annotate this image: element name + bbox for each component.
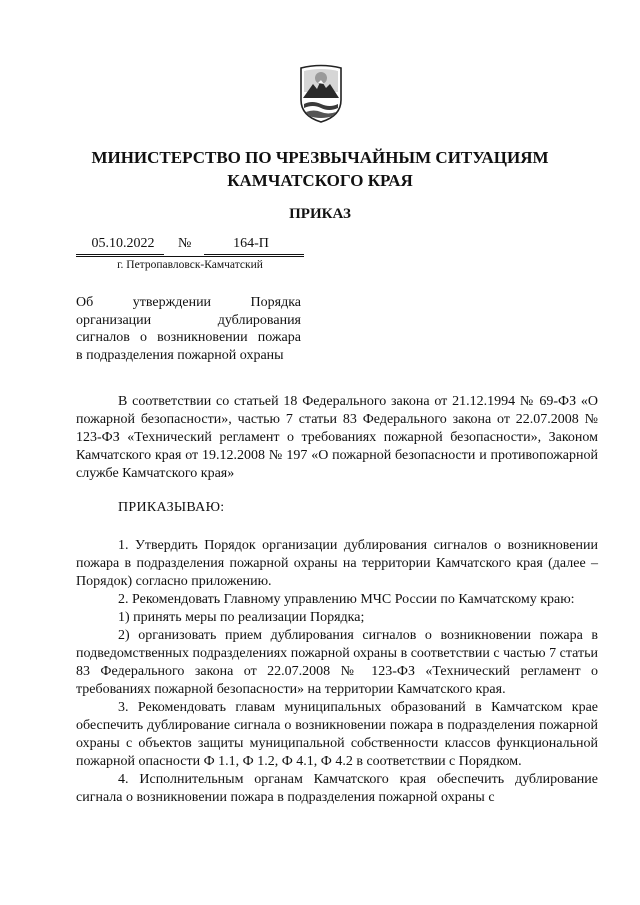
kamchatka-coat-of-arms-icon xyxy=(298,62,344,124)
number-sign: № xyxy=(178,236,192,251)
preamble-paragraph xyxy=(76,393,598,483)
subject-line: сигналов о возникновении пожара xyxy=(76,330,301,345)
order-item: 3. Рекомендовать главам муниципальных образований в Камчатском крае обеспечить дублирование сигнала о возникновении пожара в подразделения пожарной охраны с объектов защиты муниципальной собственности классов функциональной пожарной опасности Ф 1.1, Ф 1.2, Ф 4.1, Ф 4.2 в соответствии с Порядком. xyxy=(76,700,598,769)
subject-line: организации дублирования xyxy=(76,312,301,328)
order-item: 1. Утвердить Порядок организации дублирования сигналов о возникновении пожара в подразделения пожарной охраны на территории Камчатского края (далее – Порядок) согласно приложению. xyxy=(76,538,598,589)
subject-line: в подразделения пожарной охраны xyxy=(76,347,284,363)
order-date: 05.10.2022 xyxy=(91,236,155,251)
order-subject xyxy=(76,294,301,364)
ministry-name-line1: МИНИСТЕРСТВО ПО ЧРЕЗВЫЧАЙНЫМ СИТУАЦИЯМ xyxy=(91,148,549,167)
number-underline xyxy=(204,254,304,255)
order-number: 164-П xyxy=(233,236,269,251)
ministry-name-line2: КАМЧАТСКОГО КРАЯ xyxy=(227,171,413,190)
order-subitem: 2) организовать прием дублирования сигналов о возникновении пожара в подведомственных подразделениях пожарной охраны в соответствии с частью 7 статьи 83 Федерального закона от 22.07.2008 № 123-ФЗ «Технический регламент о требованиях пожарной безопасности» на территории Камчатского края. xyxy=(76,628,598,697)
order-item: 4. Исполнительным органам Камчатского края обеспечить дублирование сигнала о возникновении пожара в подразделения пожарной охраны с xyxy=(76,772,598,805)
city-name: г. Петропавловск-Камчатский xyxy=(117,259,263,271)
order-subitem: 1) принять меры по реализации Порядка; xyxy=(118,610,365,625)
document-type-title: ПРИКАЗ xyxy=(289,206,351,222)
city-divider xyxy=(76,256,304,257)
subject-line: Об утверждении Порядка xyxy=(76,295,301,310)
date-underline xyxy=(76,254,164,255)
order-items xyxy=(76,537,598,807)
order-item: 2. Рекомендовать Главному управлению МЧС России по Камчатскому краю: xyxy=(118,592,575,607)
order-word: ПРИКАЗЫВАЮ: xyxy=(118,500,225,515)
preamble-text: В соответствии со статьей 18 Федерального закона от 21.12.1994 № 69-ФЗ «О пожарной безопасности», частью 7 статьи 83 Федерального закона от 22.07.2008 № 123-ФЗ «Технический регламент о требованиях пожарной безопасности», Законом Камчатского края от 19.12.2008 № 197 «О пожарной безопасности и противопожарной службе Камчатского края» xyxy=(76,394,598,481)
